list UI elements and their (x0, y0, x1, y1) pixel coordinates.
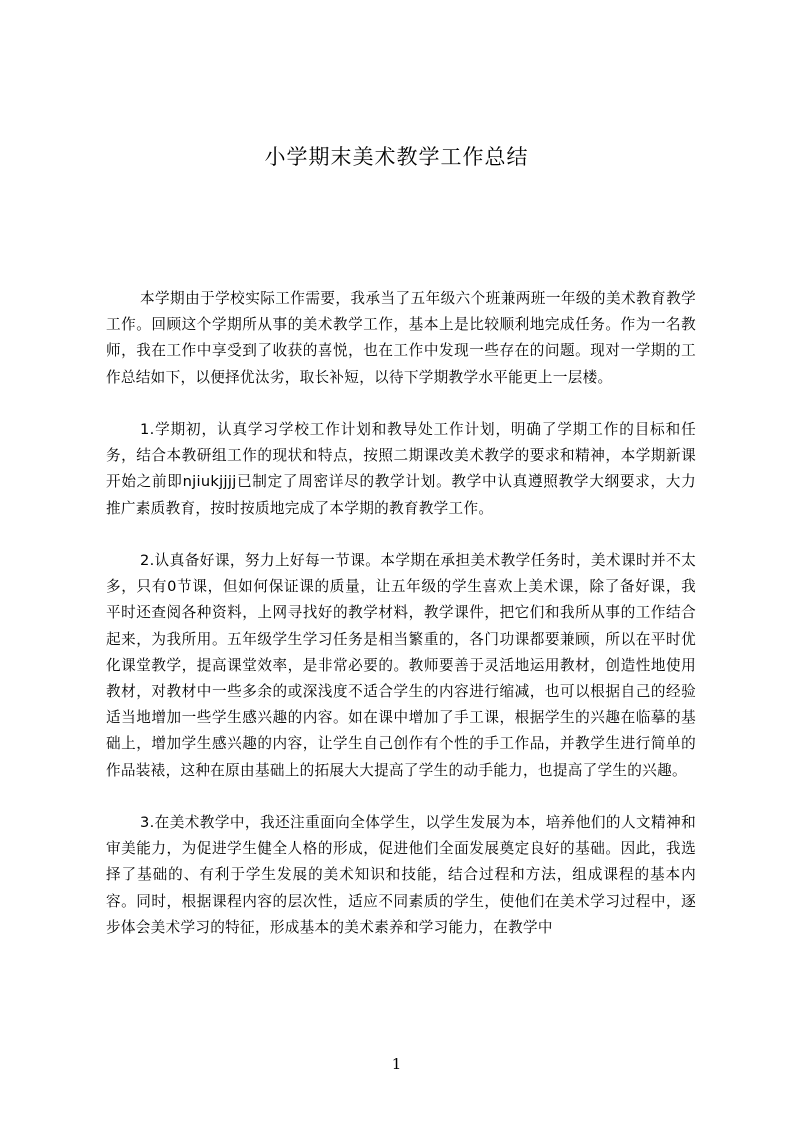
paragraph-item-3: 3.在美术教学中，我还注重面向全体学生，以学生发展为本，培养他们的人文精神和审美能力，为促进学生健全人格的形成，促进他们全面发展奠定良好的基础。因此，我选择了基础的、有利于学生发展的美术知识和技能，结合过程和方法，组成课程的基本内容。同时，根据课程内容的层次性，适应不同素质的学生，使他们在美术学习过程中，逐步体会美术学习的特征，形成基本的美术素养和学习能力，在教学中 (106, 814, 696, 936)
paragraph-item-2: 2.认真备好课，努力上好每一节课。本学期在承担美术教学任务时，美术课时并不太多，只有0节课，但如何保证课的质量，让五年级的学生喜欢上美术课，除了备好课，我平时还查阅各种资料，上网寻找好的教学材料，教学课件，把它们和我所从事的工作结合起来，为我所用。五年级学生学习任务是相当繁重的，各门功课都要兼顾，所以在平时优化课堂教学，提高课堂效率，是非常必要的。教师要善于灵活地运用教材，创造性地使用教材，对教材中一些多余的或深浅度不适合学生的内容进行缩减，也可以根据自己的经验适当地增加一些学生感兴趣的内容。如在课中增加了手工课，根据学生的兴趣在临摹的基础上，增加学生感兴趣的内容，让学生自己创作有个性的手工作品，并教学生进行简单的作品装裱，这种在原由基础上的拓展大大提高了学生的动手能力，也提高了学生的兴趣。 (106, 552, 696, 779)
page-number: 1 (391, 1055, 402, 1073)
paragraph-intro: 本学期由于学校实际工作需要，我承当了五年级六个班兼两班一年级的美术教育教学工作。回顾这个学期所从事的美术教学工作，基本上是比较顺利地完成任务。作为一名教师，我在工作中享受到了收获的喜悦，也在工作中发现一些存在的问题。现对一学期的工作总结如下，以便择优汰劣，取长补短，以待下学期教学水平能更上一层楼。 (106, 290, 696, 386)
document-title: 小学期末美术教学工作总结 (264, 145, 529, 169)
paragraph-item-1: 1.学期初，认真学习学校工作计划和教导处工作计划，明确了学期工作的目标和任务，结合本教研组工作的现状和特点，按照二期课改美术教学的要求和精神，本学期新课开始之前即njiukjjjj已制定了周密详尽的教学计划。教学中认真遵照教学大纲要求，大力推广素质教育，按时按质地完成了本学期的教育教学工作。 (106, 421, 696, 517)
document-body (106, 286, 696, 967)
